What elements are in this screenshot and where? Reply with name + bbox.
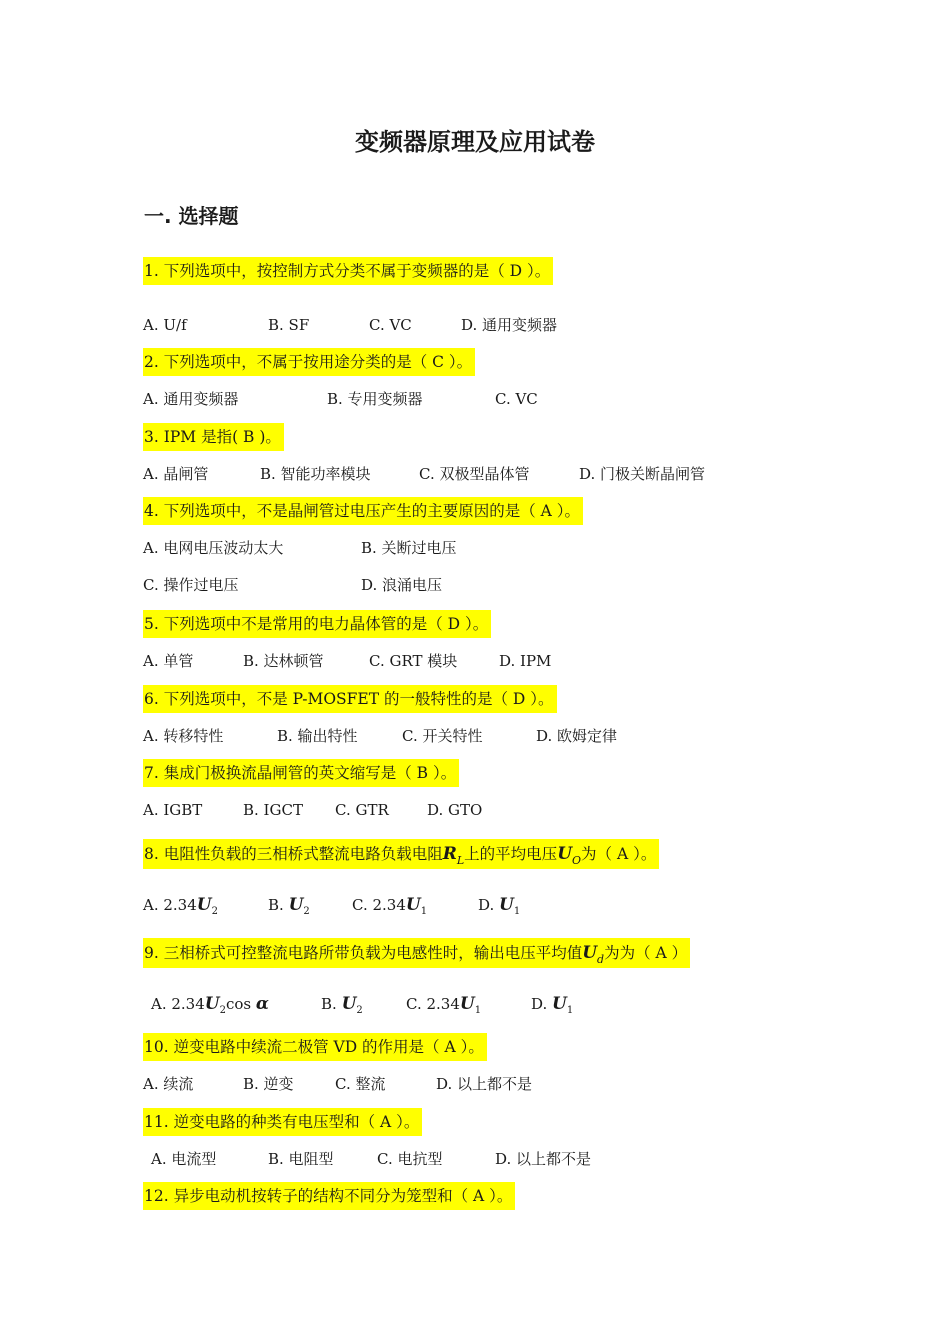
option-d: D. 以上都不是	[436, 1075, 533, 1093]
option-b: B. 逆变	[243, 1075, 294, 1093]
question-7: 7. 集成门极换流晶闸管的英文缩写是（ B ）。	[143, 759, 459, 787]
option-b: B. 关断过电压	[361, 539, 457, 557]
option-d: D. 以上都不是	[495, 1150, 592, 1168]
option-a: A. 转移特性	[143, 727, 224, 745]
resistance-symbol: $R_L$	[442, 844, 465, 867]
option-a: A. IGBT	[143, 801, 203, 819]
option-c: C. 整流	[335, 1075, 386, 1093]
option-a: A. 通用变频器	[143, 390, 239, 408]
question-4: 4. 下列选项中，不是晶闸管过电压产生的主要原因的是（ A ）。	[143, 497, 583, 525]
option-a: A. U/f	[143, 316, 187, 334]
option-d: D. GTO	[427, 801, 483, 819]
question-12: 12. 异步电动机按转子的结构不同分为笼型和（ A ）。	[143, 1182, 515, 1210]
option-b: B. $U_2$	[321, 994, 363, 1016]
section-heading: 一. 选择题	[144, 204, 239, 228]
option-c: C. VC	[369, 316, 412, 334]
option-c: C. 电抗型	[377, 1150, 443, 1168]
question-10: 10. 逆变电路中续流二极管 VD 的作用是（ A ）。	[143, 1033, 487, 1061]
question-2: 2. 下列选项中，不属于按用途分类的是（ C ）。	[143, 348, 475, 376]
option-d: D. $U_1$	[478, 895, 521, 917]
option-c: C. 开关特性	[402, 727, 483, 745]
option-a: A. 电网电压波动太大	[143, 539, 284, 557]
option-b: B. 输出特性	[277, 727, 358, 745]
option-d: D. 通用变频器	[461, 316, 558, 334]
option-a: A. 电流型	[151, 1150, 217, 1168]
option-b: B. 电阻型	[268, 1150, 334, 1168]
option-a: A. 续流	[143, 1075, 194, 1093]
option-d: D. 欧姆定律	[536, 727, 618, 745]
option-c: C. $2.34U_1$	[406, 994, 482, 1016]
option-a: A. $2.34U_2\cos$ α	[151, 994, 269, 1016]
voltage-symbol: $U_d$	[582, 943, 605, 966]
option-c: C. $2.34U_1$	[352, 895, 428, 917]
option-a: A. 晶闸管	[143, 465, 209, 483]
question-8: 8. 电阻性负载的三相桥式整流电路负载电阻$R_L$上的平均电压$U_O$为（ A ）。	[143, 839, 659, 869]
option-a: A. $2.34U_2$	[143, 895, 218, 917]
question-1: 1. 下列选项中，按控制方式分类不属于变频器的是（ D ）。	[143, 257, 553, 285]
option-b: B. SF	[268, 316, 310, 334]
question-5: 5. 下列选项中不是常用的电力晶体管的是（ D ）。	[143, 610, 491, 638]
option-d: D. 门极关断晶闸管	[579, 465, 706, 483]
option-d: D. IPM	[499, 652, 552, 670]
option-b: B. 达林顿管	[243, 652, 324, 670]
option-c: C. 操作过电压	[143, 576, 239, 594]
option-c: C. GRT 模块	[369, 652, 458, 670]
option-d: D. $U_1$	[531, 994, 574, 1016]
option-c: C. 双极型晶体管	[419, 465, 530, 483]
voltage-symbol: $U_O$	[557, 844, 582, 867]
question-11: 11. 逆变电路的种类有电压型和（ A ）。	[143, 1108, 422, 1136]
option-b: B. $U_2$	[268, 895, 310, 917]
option-b: B. 专用变频器	[327, 390, 423, 408]
option-b: B. 智能功率模块	[260, 465, 371, 483]
option-c: C. GTR	[335, 801, 389, 819]
option-c: C. VC	[495, 390, 538, 408]
question-9: 9. 三相桥式可控整流电路所带负载为电感性时，输出电压平均值$U_d$为为（ A ）	[143, 938, 690, 968]
question-3: 3. IPM 是指( B )。	[143, 423, 284, 451]
option-d: D. 浪涌电压	[361, 576, 443, 594]
option-a: A. 单管	[143, 652, 194, 670]
option-b: B. IGCT	[243, 801, 303, 819]
page-title: 变频器原理及应用试卷	[355, 128, 595, 156]
question-6: 6. 下列选项中，不是 P-MOSFET 的一般特性的是（ D ）。	[143, 685, 557, 713]
